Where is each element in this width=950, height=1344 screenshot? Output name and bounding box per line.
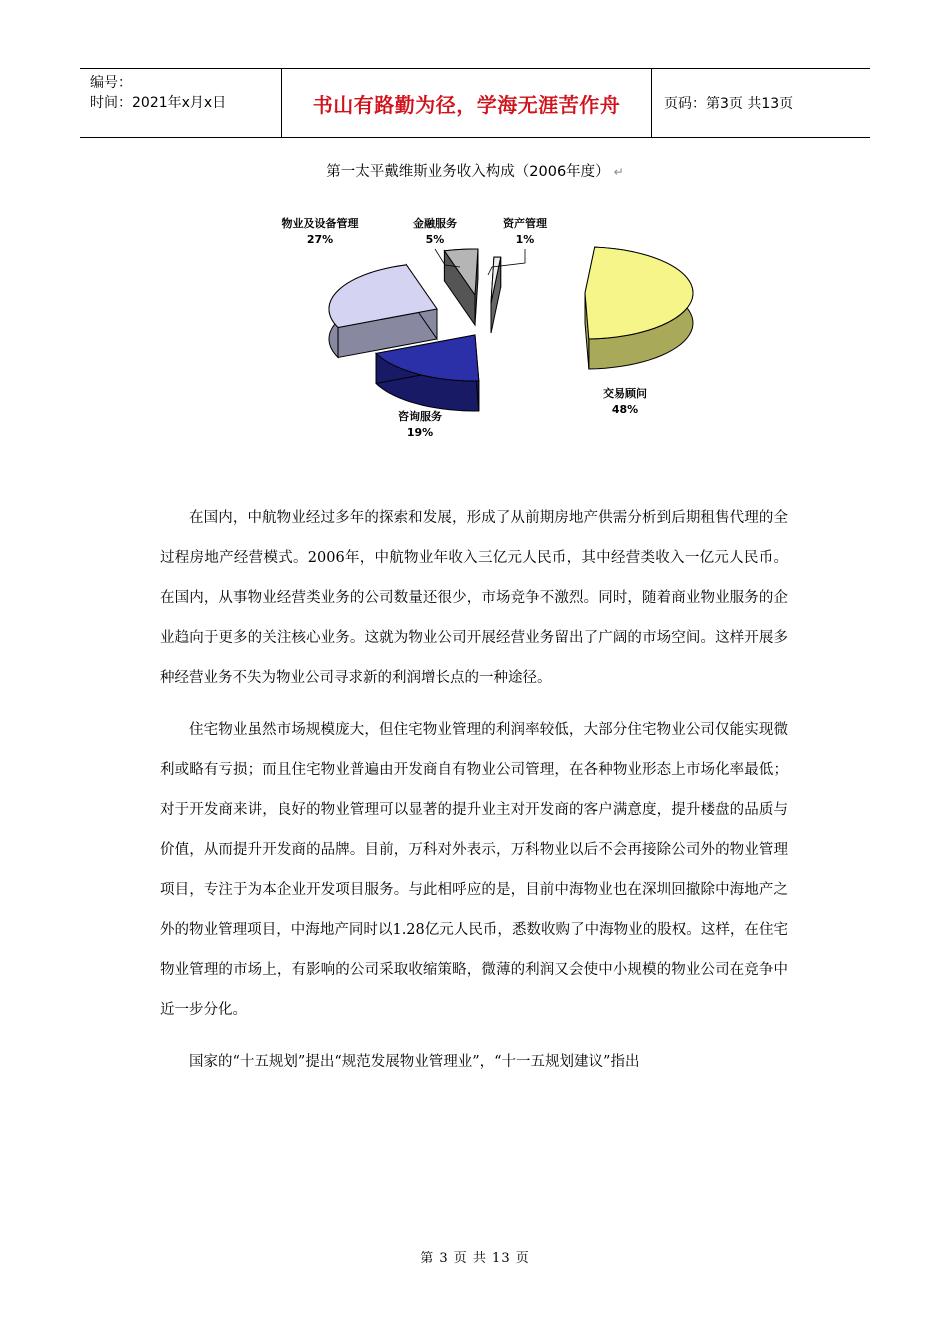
slice-transaction-advisory — [585, 247, 693, 369]
body-text — [160, 498, 788, 1094]
slice-financial-services — [444, 249, 478, 325]
slice-property-management-value-label: 27% — [306, 233, 334, 246]
header-meta — [80, 69, 282, 137]
paragraph-2: 住宅物业虽然市场规模庞大，但住宅物业管理的利润率较低，大部分住宅物业公司仅能实现微利或略有亏损；而且住宅物业普遍由开发商自有物业公司管理，在各种物业形态上市场化率最低；对于开发商来讲，良好的物业管理可以显著的提升业主对开发商的客户满意度，提升楼盘的品质与价值，从而提升开发商的品牌。目前，万科对外表示，万科物业以后不会再接除公司外的物业管理项目，专注于为本企业开发项目服务。与此相呼应的是，目前中海物业也在深圳回撤除中海地产之外的物业管理项目，中海地产同时以1.28亿元人民币，悉数收购了中海物业的股权。这样，在住宅物业管理的市场上，有影响的公司采取收缩策略，微薄的利润又会使中小规模的物业公司在竞争中近一步分化。 — [160, 722, 788, 1018]
slice-property-management-label: 物业及设备管理 — [281, 217, 359, 230]
pie-chart — [270, 205, 710, 450]
slice-consulting-value-label: 19% — [406, 426, 434, 439]
paragraph-1: 在国内，中航物业经过多年的探索和发展，形成了从前期房地产供需分析到后期租售代理的全过程房地产经营模式。2006年，中航物业年收入三亿元人民币，其中经营类收入一亿元人民币。在国内，从事物业经营类业务的公司数量还很少，市场竞争不激烈。同时，随着商业物业服务的企业趋向于更多的关注核心业务。这就为物业公司开展经营业务留出了广阔的市场空间。这样开展多种经营业务不失为物业公司寻求新的利润增长点的一种途径。 — [160, 510, 788, 686]
chart-title-text: 第一太平戴维斯业务收入构成（2006年度） — [326, 164, 610, 180]
paragraph-3: 国家的“十五规划”提出“规范发展物业管理业”，“十一五规划建议”指出 — [189, 1054, 640, 1070]
slice-financial-services-label: 金融服务 — [413, 217, 457, 230]
date-label: 时间：2021年x月x日 — [90, 95, 227, 111]
page-footer: 第 3 页 共 13 页 — [420, 1251, 530, 1266]
chart-title — [0, 160, 950, 181]
slice-asset-management-label: 资产管理 — [503, 217, 547, 230]
slice-consulting-label: 咨询服务 — [398, 410, 442, 423]
serial-label: 编号： — [90, 75, 132, 91]
header-motto: 书山有路勤为径，学海无涯苦作舟 — [282, 69, 652, 137]
slice-property-management — [329, 265, 437, 358]
slice-transaction-advisory-label: 交易顾问 — [603, 387, 647, 400]
return-mark-icon: ↵ — [613, 165, 624, 179]
slice-financial-services-value-label: 5% — [425, 233, 445, 246]
slice-asset-management-value-label: 1% — [515, 233, 535, 246]
header-table — [80, 68, 870, 138]
slice-asset-management — [491, 257, 501, 333]
slice-transaction-advisory-value-label: 48% — [611, 403, 639, 416]
header-page-info: 页码：第3页 共13页 — [664, 96, 794, 112]
